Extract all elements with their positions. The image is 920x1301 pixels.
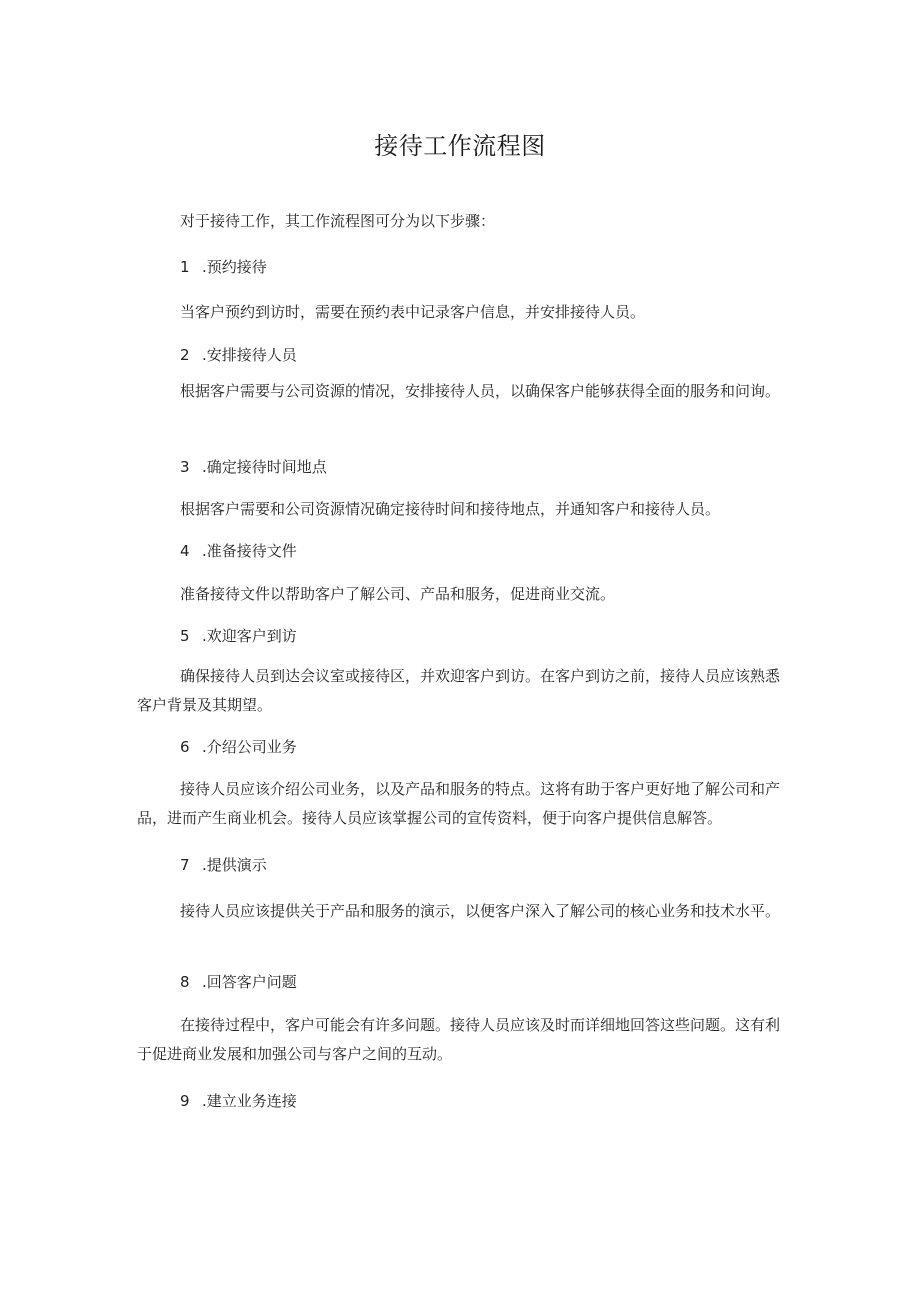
step-title: .提供演示 [202,856,267,874]
step-body: 接待人员应该介绍公司业务，以及产品和服务的特点。这将有助于客户更好地了解公司和产品，进而产生商业机会。接待人员应该掌握公司的宣传资料，便于向客户提供信息解答。 [137,780,781,827]
step-number: 6 [180,738,190,756]
step-heading [180,626,297,646]
step-heading [180,855,267,875]
step-title: .欢迎客户到访 [202,627,297,645]
intro-paragraph: 对于接待工作，其工作流程图可分为以下步骤： [180,212,496,230]
step-heading [180,1091,297,1111]
step-number: 1 [180,258,190,276]
step-heading [180,257,267,277]
step-heading [180,457,327,477]
step-body: 确保接待人员到达会议室或接待区，并欢迎客户到访。在客户到访之前，接待人员应该熟悉客户背景及其期望。 [137,667,781,714]
step-body: 在接待过程中，客户可能会有许多问题。接待人员应该及时而详细地回答这些问题。这有利于促进商业发展和加强公司与客户之间的互动。 [137,1016,781,1063]
step-body: 接待人员应该提供关于产品和服务的演示，以便客户深入了解公司的核心业务和技术水平。 [180,902,781,920]
step-body: 根据客户需要和公司资源情况确定接待时间和接待地点，并通知客户和接待人员。 [180,500,721,518]
step-body: 准备接待文件以帮助客户了解公司、产品和服务，促进商业交流。 [180,585,616,603]
step-title: .安排接待人员 [202,346,297,364]
step-heading [180,541,297,561]
step-number: 7 [180,856,190,874]
step-number: 2 [180,346,190,364]
step-number: 5 [180,627,190,645]
step-title: .建立业务连接 [202,1092,297,1110]
step-heading [180,345,297,365]
step-number: 8 [180,973,190,991]
page-title: 接待工作流程图 [374,132,546,160]
step-title: .准备接待文件 [202,542,297,560]
step-title: .确定接待时间地点 [202,458,327,476]
step-body: 根据客户需要与公司资源的情况，安排接待人员，以确保客户能够获得全面的服务和问询。 [180,382,781,400]
step-title: .介绍公司业务 [202,738,297,756]
step-title: .回答客户问题 [202,973,297,991]
step-number: 9 [180,1092,190,1110]
step-number: 4 [180,542,190,560]
step-heading [180,972,297,992]
step-number: 3 [180,458,190,476]
step-body: 当客户预约到访时，需要在预约表中记录客户信息，并安排接待人员。 [180,303,646,321]
step-heading [180,737,297,757]
step-title: .预约接待 [202,258,267,276]
